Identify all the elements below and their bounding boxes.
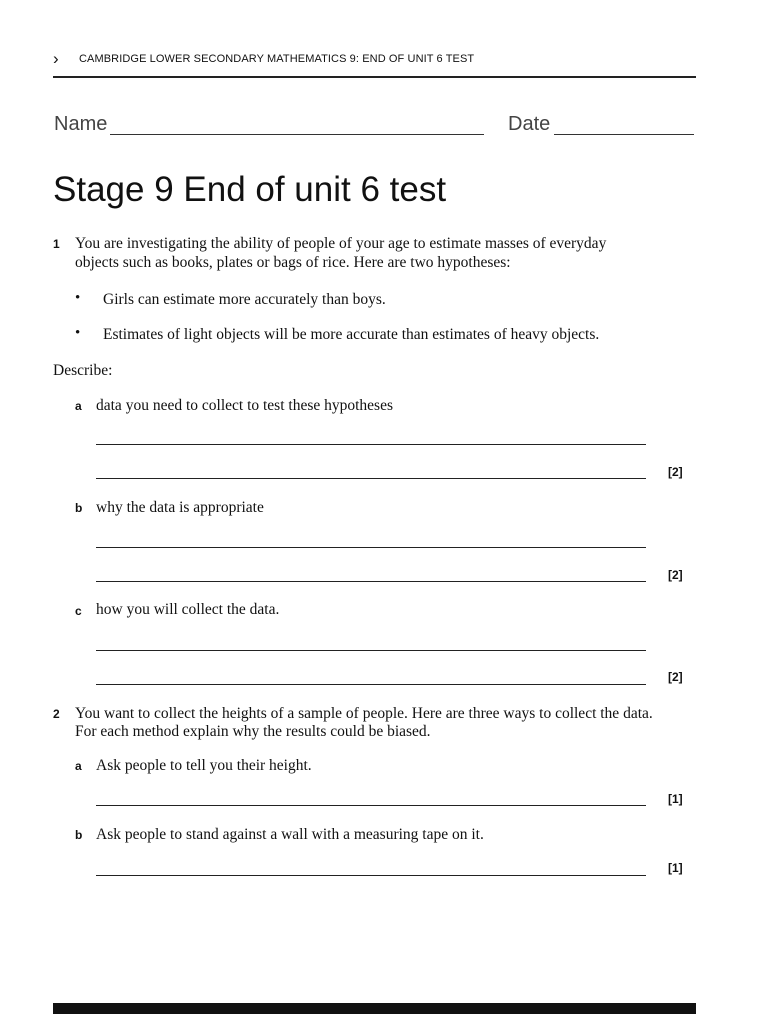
- bullet-icon: •: [75, 290, 81, 306]
- running-header: CAMBRIDGE LOWER SECONDARY MATHEMATICS 9: END OF UNIT 6 TEST: [79, 53, 475, 65]
- question-number: 1: [53, 237, 60, 251]
- marks-label: [2]: [668, 465, 683, 479]
- answer-line[interactable]: [96, 444, 646, 445]
- hypothesis-item: Girls can estimate more accurately than boys.: [103, 291, 386, 308]
- part-letter: c: [75, 604, 82, 618]
- answer-line[interactable]: [96, 805, 646, 806]
- part-letter: b: [75, 501, 83, 515]
- part-letter: b: [75, 828, 83, 842]
- question-text: You are investigating the ability of people of your age to estimate masses of everyday: [75, 235, 607, 252]
- page-title: Stage 9 End of unit 6 test: [53, 170, 447, 209]
- marks-label: [1]: [668, 792, 683, 806]
- part-letter: a: [75, 759, 82, 773]
- answer-line[interactable]: [96, 581, 646, 582]
- question-number: 2: [53, 707, 60, 721]
- header-rule: [53, 76, 696, 78]
- bullet-icon: •: [75, 325, 81, 341]
- answer-line[interactable]: [96, 547, 646, 548]
- describe-label: Describe:: [53, 362, 113, 379]
- answer-line[interactable]: [96, 875, 646, 876]
- part-text: Ask people to tell you their height.: [96, 757, 312, 774]
- hypothesis-item: Estimates of light objects will be more accurate than estimates of heavy objects.: [103, 326, 600, 343]
- question-text: objects such as books, plates or bags of rice. Here are two hypotheses:: [75, 254, 511, 271]
- answer-line[interactable]: [96, 684, 646, 685]
- name-label: Name: [54, 113, 108, 135]
- part-text: Ask people to stand against a wall with a measuring tape on it.: [96, 826, 484, 843]
- name-field-line[interactable]: [110, 134, 484, 135]
- question-text: You want to collect the heights of a sample of people. Here are three ways to collect the data.: [75, 705, 653, 722]
- part-text: how you will collect the data.: [96, 601, 280, 618]
- answer-line[interactable]: [96, 478, 646, 479]
- part-text: why the data is appropriate: [96, 499, 264, 516]
- part-text: data you need to collect to test these hypotheses: [96, 397, 393, 414]
- part-letter: a: [75, 399, 82, 413]
- date-label: Date: [508, 113, 551, 135]
- chevron-right-icon: ›: [53, 49, 59, 68]
- marks-label: [2]: [668, 568, 683, 582]
- answer-line[interactable]: [96, 650, 646, 651]
- footer-bar: [53, 1003, 696, 1014]
- date-field-line[interactable]: [554, 134, 694, 135]
- marks-label: [2]: [668, 670, 683, 684]
- question-text: For each method explain why the results could be biased.: [75, 723, 431, 740]
- marks-label: [1]: [668, 861, 683, 875]
